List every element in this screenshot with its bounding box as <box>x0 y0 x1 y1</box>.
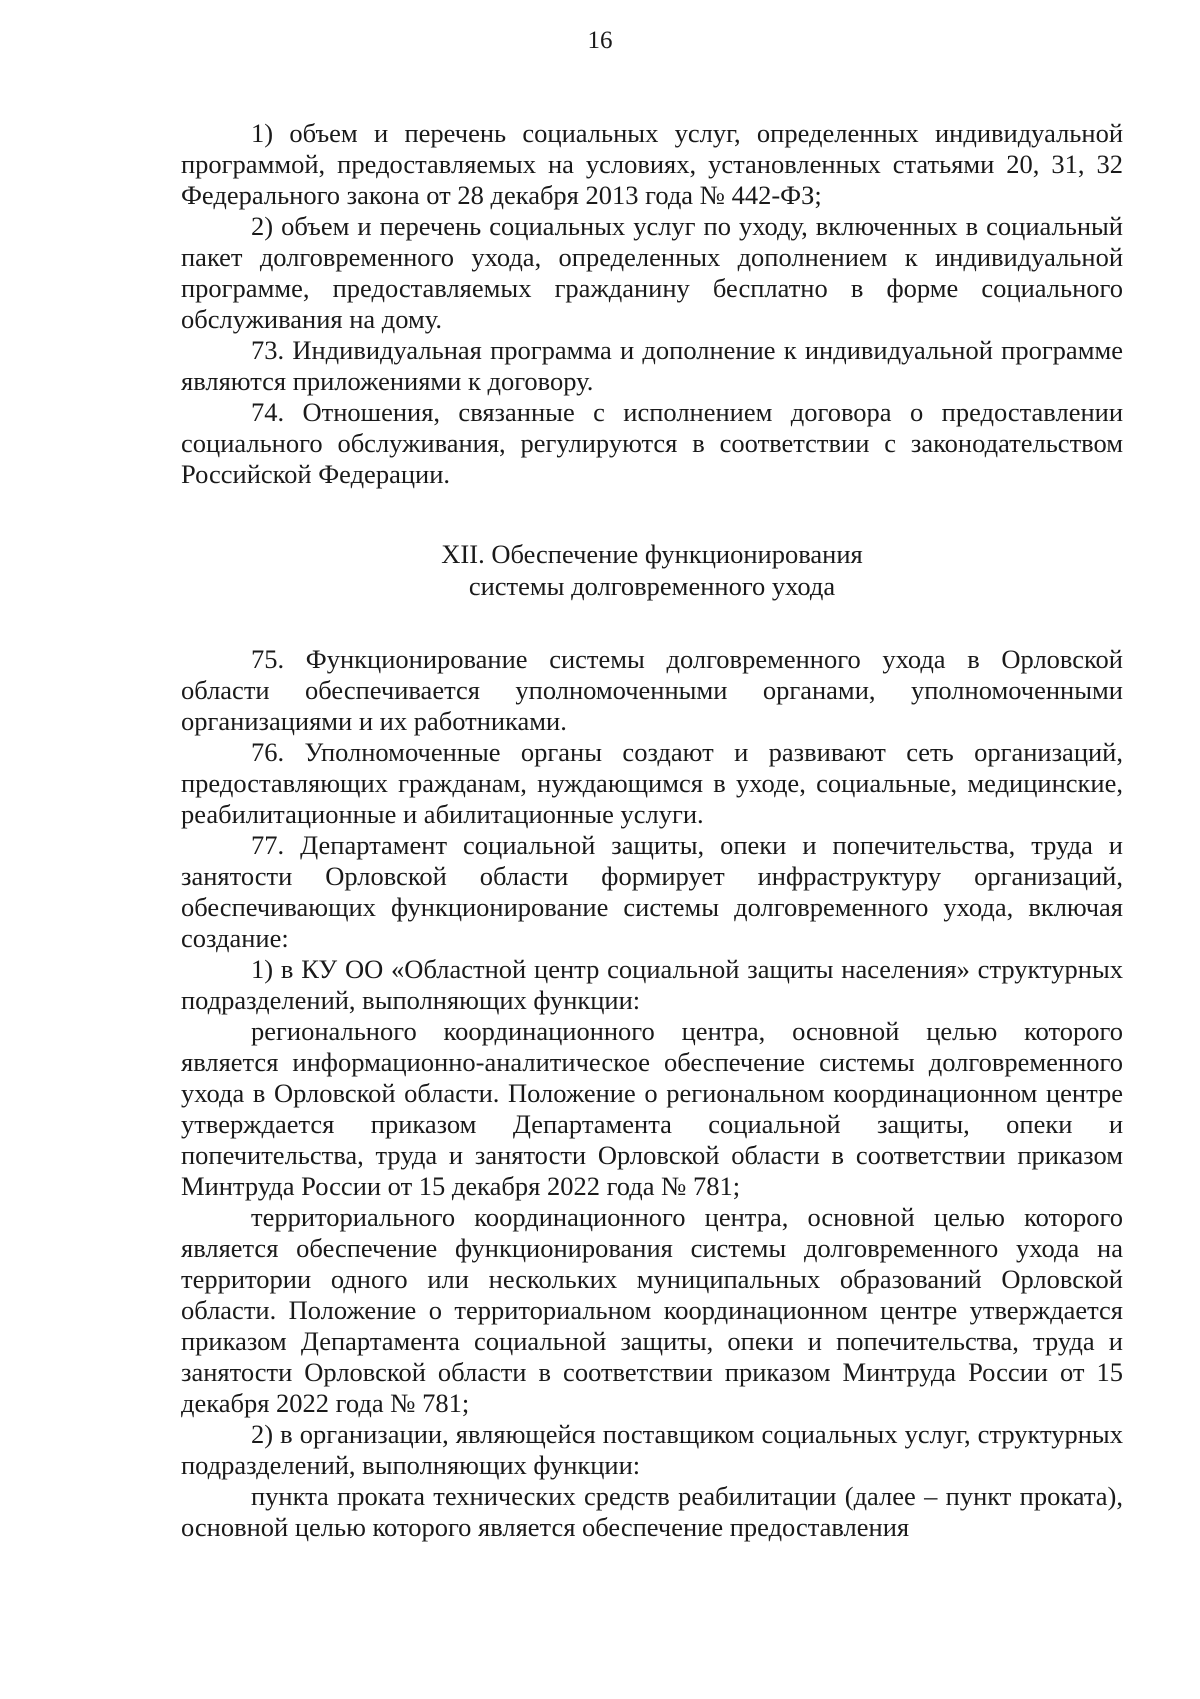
paragraph: 1) объем и перечень социальных услуг, определенных индивидуальной программой, предоставляемых на условиях, установленных статьями 20, 31, 32 Федерального закона от 28 декабря 2013 года № 442-ФЗ; <box>181 118 1123 210</box>
paragraph: 73. Индивидуальная программа и дополнение к индивидуальной программе являются приложениями к договору. <box>181 335 1123 396</box>
paragraph: пункта проката технических средств реабилитации (далее – пункт проката), основной целью которого является обеспечение предоставления <box>181 1481 1123 1542</box>
paragraph: территориального координационного центра, основной целью которого является обеспечение функционирования системы долговременного ухода на территории одного или нескольких муниципальных образований Орловской области. Положение о территориальном координационном центре утверждается приказом Департамента социальной защиты, опеки и попечительства, труда и занятости Орловской области в соответствии приказом Минтруда России от 15 декабря 2022 года № 781; <box>181 1202 1123 1418</box>
paragraph: 1) в КУ ОО «Областной центр социальной защиты населения» структурных подразделений, выполняющих функции: <box>181 954 1123 1015</box>
text-block-main <box>181 644 1123 1543</box>
page-number: 16 <box>587 27 613 54</box>
paragraph: 74. Отношения, связанные с исполнением договора о предоставлении социального обслуживания, регулируются в соответствии с законодательством Российской Федерации. <box>181 397 1123 489</box>
paragraph: 77. Департамент социальной защиты, опеки и попечительства, труда и занятости Орловской области формирует инфраструктуру организаций, обеспечивающих функционирование системы долговременного ухода, включая создание: <box>181 830 1123 953</box>
paragraph: 2) объем и перечень социальных услуг по уходу, включенных в социальный пакет долговременного ухода, определенных дополнением к индивидуальной программе, предоставляемых гражданину бесплатно в форме социального обслуживания на дому. <box>181 211 1123 334</box>
paragraph: 76. Уполномоченные органы создают и развивают сеть организаций, предоставляющих гражданам, нуждающимся в уходе, социальные, медицинские, реабилитационные и абилитационные услуги. <box>181 737 1123 829</box>
section-heading-line: XII. Обеспечение функционирования <box>441 539 863 569</box>
paragraph: регионального координационного центра, основной целью которого является информационно-аналитическое обеспечение системы долговременного ухода в Орловской области. Положение о региональном координационном центре утверждается приказом Департамента социальной защиты, опеки и попечительства, труда и занятости Орловской области в соответствии приказом Минтруда России от 15 декабря 2022 года № 781; <box>181 1016 1123 1201</box>
text-block-top <box>181 118 1123 490</box>
paragraph: 2) в организации, являющейся поставщиком социальных услуг, структурных подразделений, выполняющих функции: <box>181 1419 1123 1480</box>
section-heading <box>181 538 1123 602</box>
paragraph: 75. Функционирование системы долговременного ухода в Орловской области обеспечивается уполномоченными органами, уполномоченными организациями и их работниками. <box>181 644 1123 736</box>
section-heading-line: системы долговременного ухода <box>468 571 836 601</box>
